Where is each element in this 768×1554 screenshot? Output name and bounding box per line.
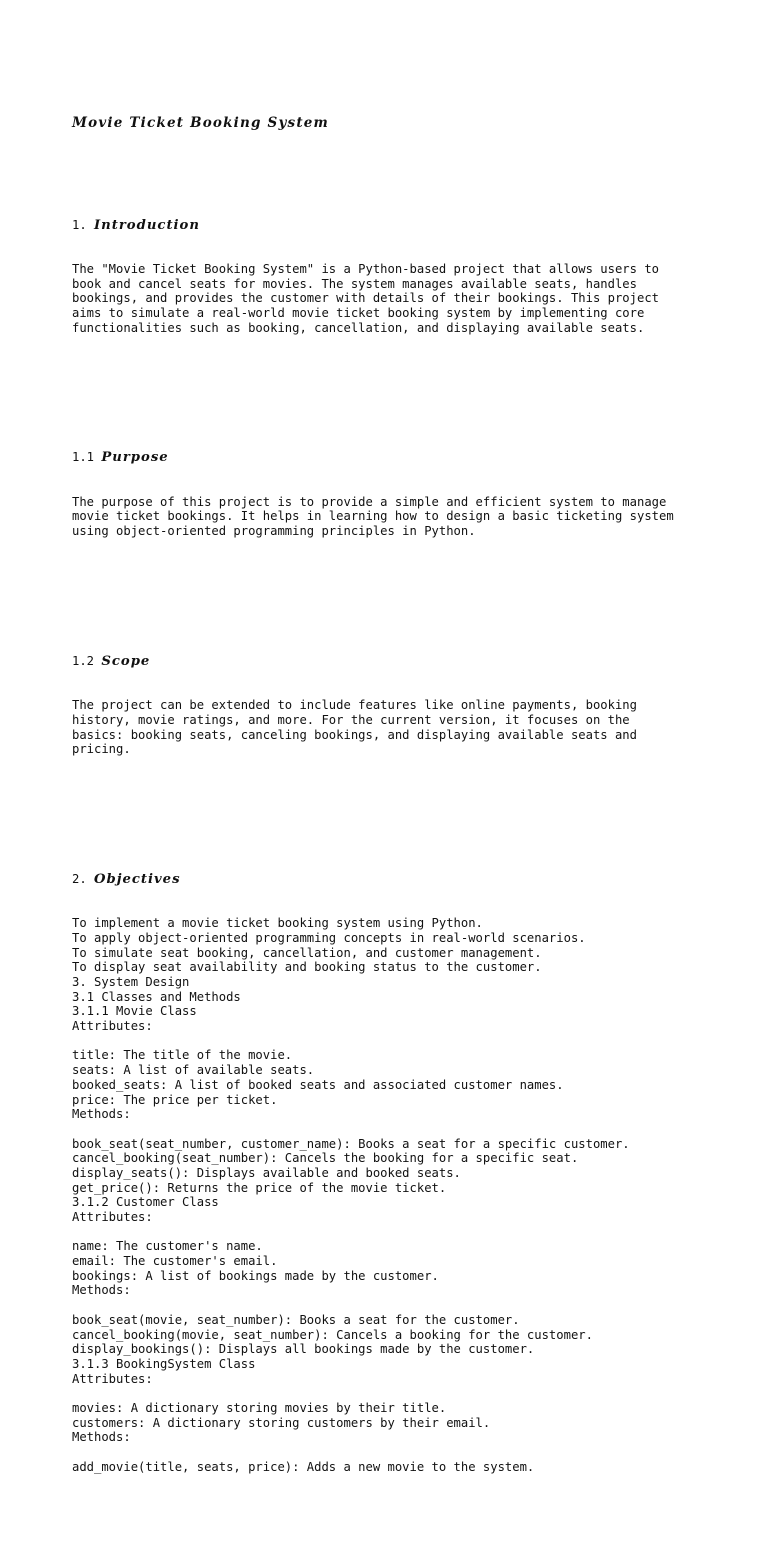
- section-heading: [72, 654, 712, 669]
- blank-line: [72, 1034, 712, 1049]
- section-body: [72, 698, 712, 757]
- text-line: Attributes:: [72, 1019, 153, 1034]
- text-line: pricing.: [72, 742, 131, 757]
- text-line: book_seat(seat_number, customer_name): Books a seat for a specific customer.: [72, 1136, 630, 1151]
- text-line: using object-oriented programming principles in Python.: [72, 524, 476, 539]
- document-body: [72, 70, 712, 1554]
- blank-line: [72, 1298, 712, 1313]
- text-line: To simulate seat booking, cancellation, and customer management.: [72, 945, 542, 960]
- text-line: name: The customer's name.: [72, 1239, 263, 1254]
- text-line: bookings, and provides the customer with details of their bookings. This project: [72, 291, 659, 306]
- text-line: To implement a movie ticket booking system using Python.: [72, 916, 483, 931]
- text-line: The "Movie Ticket Booking System" is a Python-based project that allows users to: [72, 262, 659, 277]
- section-title: Scope: [101, 653, 151, 669]
- text-line: functionalities such as booking, cancellation, and displaying available seats.: [72, 320, 645, 335]
- section-body: [72, 495, 712, 539]
- text-line: The project can be extended to include features like online payments, booking: [72, 698, 637, 713]
- text-line: Methods:: [72, 1430, 131, 1445]
- text-line: add_movie(title, seats, price): Adds a new movie to the system.: [72, 1459, 535, 1474]
- text-line: email: The customer's email.: [72, 1254, 278, 1269]
- text-line: get_price(): Returns the price of the movie ticket.: [72, 1180, 447, 1195]
- section-introduction: [72, 188, 712, 371]
- text-line: bookings: A list of bookings made by the customer.: [72, 1268, 439, 1283]
- section-heading: [72, 450, 712, 465]
- text-line: Attributes:: [72, 1210, 153, 1225]
- section-title: Introduction: [94, 217, 200, 233]
- text-line: book and cancel seats for movies. The system manages available seats, handles: [72, 276, 637, 291]
- text-line: 3.1.2 Customer Class: [72, 1195, 219, 1210]
- text-line: book_seat(movie, seat_number): Books a seat for the customer.: [72, 1312, 520, 1327]
- blank-line: [72, 1445, 712, 1460]
- text-line: cancel_booking(movie, seat_number): Cancels a booking for the customer.: [72, 1327, 593, 1342]
- text-line: history, movie ratings, and more. For the current version, it focuses on the: [72, 712, 630, 727]
- blank-line: [72, 1386, 712, 1401]
- text-line: movies: A dictionary storing movies by their title.: [72, 1400, 447, 1415]
- text-line: booked_seats: A list of booked seats and associated customer names.: [72, 1077, 564, 1092]
- text-line: 3.1.1 Movie Class: [72, 1004, 197, 1019]
- text-line: 3.1.3 BookingSystem Class: [72, 1356, 256, 1371]
- text-line: aims to simulate a real-world movie ticket booking system by implementing core: [72, 306, 645, 321]
- section-title: Purpose: [101, 450, 169, 466]
- text-line: 3.1 Classes and Methods: [72, 989, 241, 1004]
- text-line: price: The price per ticket.: [72, 1092, 278, 1107]
- text-line: The purpose of this project is to provide a simple and efficient system to manage: [72, 494, 667, 509]
- section-scope: [72, 618, 712, 792]
- section-number: 1.2: [72, 653, 102, 668]
- blank-line: [72, 1122, 712, 1137]
- section-title: Objectives: [94, 871, 181, 887]
- section-purpose: [72, 415, 712, 574]
- text-line: display_seats(): Displays available and booked seats.: [72, 1165, 461, 1180]
- text-line: Methods:: [72, 1283, 131, 1298]
- section-objectives: [72, 836, 712, 1509]
- text-line: Attributes:: [72, 1371, 153, 1386]
- text-line: movie ticket bookings. It helps in learning how to design a basic ticketing system: [72, 509, 674, 524]
- text-line: display_bookings(): Displays all bookings made by the customer.: [72, 1342, 535, 1357]
- blank-line: [72, 1225, 712, 1240]
- text-line: seats: A list of available seats.: [72, 1063, 315, 1078]
- text-line: Methods:: [72, 1107, 131, 1122]
- text-line: To apply object-oriented programming concepts in real-world scenarios.: [72, 930, 586, 945]
- section-heading: [72, 218, 712, 233]
- section-number: 2.: [72, 871, 95, 886]
- section-heading: [72, 872, 712, 887]
- text-line: basics: booking seats, canceling bookings, and displaying available seats and: [72, 727, 637, 742]
- text-line: 3. System Design: [72, 975, 190, 990]
- section-number: 1.: [72, 217, 95, 232]
- text-line: title: The title of the movie.: [72, 1048, 293, 1063]
- section-number: 1.1: [72, 450, 102, 465]
- document-title: Movie Ticket Booking System: [72, 115, 330, 132]
- section-body: [72, 916, 712, 1474]
- text-line: cancel_booking(seat_number): Cancels the booking for a specific seat.: [72, 1151, 579, 1166]
- text-line: customers: A dictionary storing customers by their email.: [72, 1415, 491, 1430]
- section-body: [72, 262, 712, 335]
- text-line: To display seat availability and booking status to the customer.: [72, 960, 542, 975]
